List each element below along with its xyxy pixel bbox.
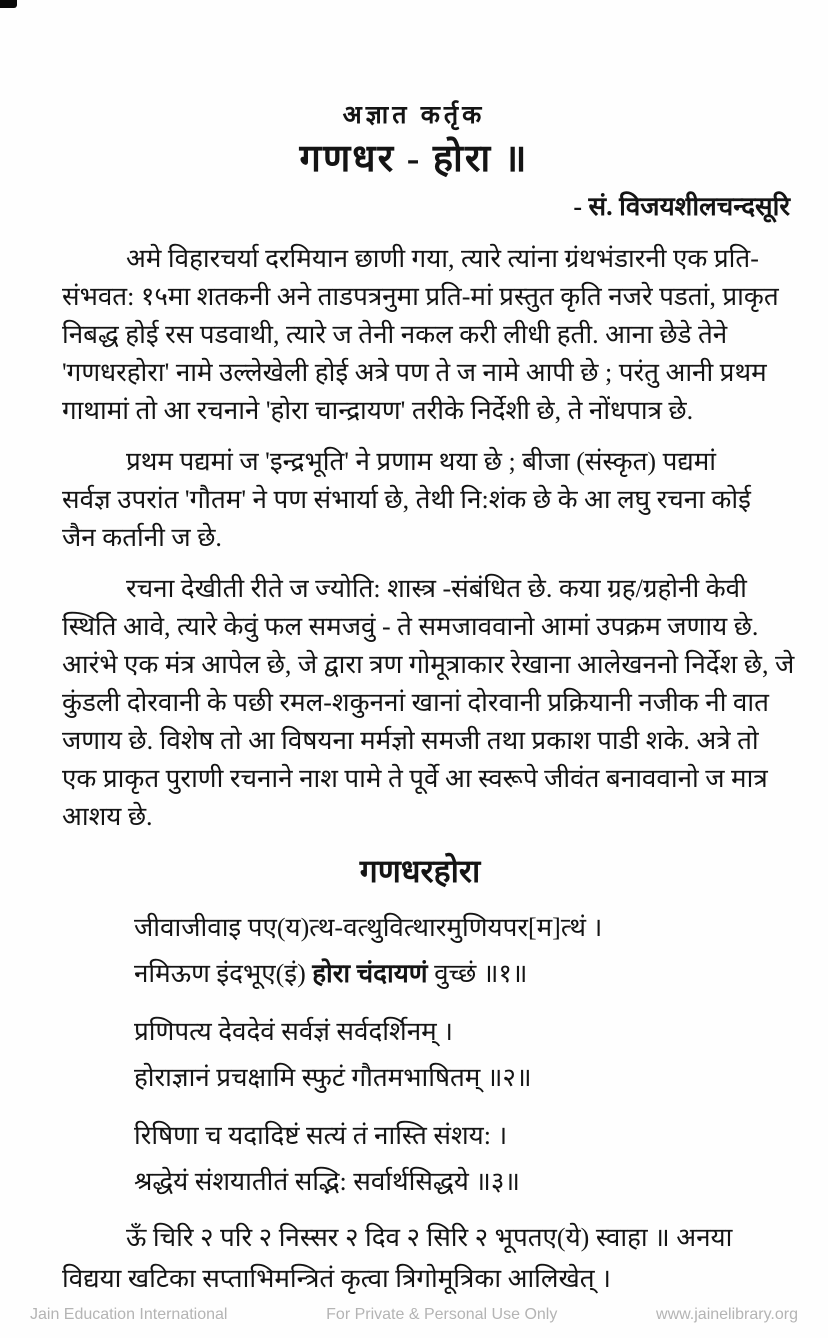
- attribution-text: अज्ञात कर्तृक: [342, 102, 486, 129]
- verse-line: रिषिणा च यदादिष्टं सत्यं तं नास्ति संशय: ।: [134, 1121, 508, 1150]
- text-line: आशय छे.: [62, 802, 153, 831]
- verse-line: प्रणिपत्य देवदेवं सर्वज्ञं सर्वदर्शिनम् ।: [134, 1017, 454, 1046]
- text-line: आरंभे एक मंत्र आपेल छे, जे द्वारा त्रण गोमूत्राकार रेखाना आलेखननो निर्देश छे, जे: [62, 650, 795, 679]
- verse-3: [134, 1113, 778, 1205]
- footer-publisher: Jain Education International: [30, 1306, 228, 1323]
- verse-block: [134, 905, 778, 1205]
- verse-line: होराज्ञानं प्रचक्षामि स्फुटं गौतमभाषितम् ॥२॥: [134, 1063, 532, 1092]
- intro-paragraph-3: [62, 570, 795, 836]
- text-line: रचना देखीती रीते ज ज्योति: शास्त्र -संबंधित छे. कया ग्रह/ग्रहोनी केवी: [126, 574, 747, 603]
- text-line: जणाय छे. विशेष तो आ विषयना मर्मज्ञो समजी तथा प्रकाश पाडी शके. अत्रे तो: [62, 726, 759, 755]
- text-line: कुंडली दोरवानी के पछी रमल-शकुननां खानां दोरवानी प्रक्रियानी नजीक नी वात: [62, 688, 769, 717]
- footer-website: www.jainelibrary.org: [656, 1306, 798, 1323]
- intro-paragraph-2: [62, 443, 778, 557]
- text-line: प्रथम पद्यमां ज 'इन्द्रभूति' ने प्रणाम थया छे ; बीजा (संस्कृत) पद्यमां: [126, 447, 716, 476]
- text-line: स्थिति आवे, त्यारे केवुं फल समजवुं - ते समजाववानो आमां उपक्रम जणाय छे.: [62, 612, 759, 641]
- verse-2: [134, 1009, 778, 1101]
- verse-1: [134, 905, 778, 997]
- text-line: जैन कर्तानी ज छे.: [62, 523, 222, 552]
- verse-line: जीवाजीवाइ पए(य)त्थ-वत्थुवित्थारमुणियपर[म]त्थं ।: [134, 913, 603, 942]
- intro-paragraph-1: [62, 240, 778, 430]
- text-line: संभवत: १५मा शतकनी अने ताडपत्रनुमा प्रति-मां प्रस्तुत कृति नजरे पडतां, प्राकृत: [62, 282, 779, 311]
- verse-text: वुच्छं ॥१॥: [427, 959, 528, 988]
- text-line: एक प्राकृत पुराणी रचनाने नाश पामे ते पूर्वे आ स्वरूपे जीवंत बनाववानो ज मात्र: [62, 764, 768, 793]
- verse-text: नमिऊण इंदभूए(इं): [134, 959, 313, 988]
- mantra-paragraph: [62, 1217, 778, 1299]
- page-footer: [30, 1306, 798, 1324]
- text-line: विद्यया खटिका सप्ताभिमन्त्रितं कृत्वा त्रिगोमूत्रिका आलिखेत् ।: [62, 1264, 611, 1293]
- scan-artifact-mark: [0, 0, 17, 8]
- verse-line: श्रद्धेयं संशयातीतं सद्भि: सर्वार्थसिद्धये ॥३॥: [134, 1167, 520, 1196]
- verse-text-emphasis: होरा चंदायणं: [312, 959, 428, 988]
- text-line: गाथामां तो आ रचनाने 'होरा चान्द्रायण' तरीके निर्देशी छे, ते नोंधपात्र छे.: [62, 396, 694, 425]
- section-heading: गणधरहोरा: [359, 853, 481, 889]
- text-line: सर्वज्ञ उपरांत 'गौतम' ने पण संभार्या छे, तेथी नि:शंक छे के आ लघु रचना कोई: [62, 485, 751, 514]
- editor-credit: - सं. विजयशीलचन्दसूरि: [573, 192, 790, 221]
- text-line: 'गणधरहोरा' नामे उल्लेखेली होई अत्रे पण ते ज नामे आपी छे ; परंतु आनी प्रथम: [62, 358, 767, 387]
- text-line: ऊँ चिरि २ परि २ निस्सर २ दिव २ सिरि २ भूपतए(ये) स्वाहा ॥ अनया: [126, 1223, 733, 1252]
- verse-line: [134, 951, 778, 997]
- footer-usage-note: For Private & Personal Use Only: [326, 1306, 558, 1323]
- document-body: [62, 240, 795, 1299]
- page-title: गणधर - होरा ॥: [299, 138, 529, 180]
- text-line: अमे विहारचर्या दरमियान छाणी गया, त्यारे त्यांना ग्रंथभंडारनी एक प्रति-: [126, 244, 759, 273]
- text-line: निबद्ध होई रस पडवाथी, त्यारे ज तेनी नकल करी लीधी हती. आना छेडे तेने: [62, 320, 728, 349]
- document-header: [0, 0, 828, 224]
